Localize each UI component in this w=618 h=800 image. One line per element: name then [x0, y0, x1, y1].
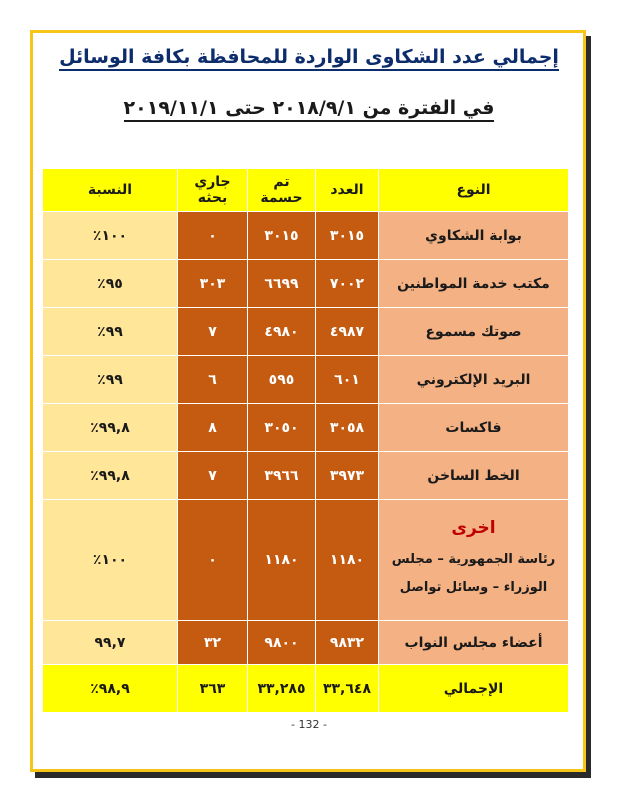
table-row: [43, 308, 569, 356]
total-count: ٣٣,٦٤٨: [316, 665, 379, 713]
header-count: العدد: [316, 169, 379, 212]
row-count: ٦٠١: [316, 356, 379, 404]
row-in-progress: ٠: [178, 212, 248, 260]
row-percent: ٩٩٪: [43, 356, 178, 404]
row-count: ٣٩٧٣: [316, 452, 379, 500]
row-resolved: ٤٩٨٠: [248, 308, 316, 356]
table-row: [43, 404, 569, 452]
header-type: النوع: [379, 169, 569, 212]
row-in-progress: ٣٢: [178, 621, 248, 665]
row-percent: ٩٩,٨٪: [43, 452, 178, 500]
row-in-progress: ٧: [178, 452, 248, 500]
header-in-progress: جاري بحثه: [178, 169, 248, 212]
header-percent: النسبة: [43, 169, 178, 212]
table-header-row: [43, 169, 569, 212]
row-resolved: ٣٩٦٦: [248, 452, 316, 500]
row-in-progress: ٣٠٣: [178, 260, 248, 308]
header-resolved: تم حسمة: [248, 169, 316, 212]
period-subtitle-text: في الفترة من ٢٠١٨/٩/١ حتى ٢٠١٩/١١/١: [124, 97, 495, 122]
row-count: ٤٩٨٧: [316, 308, 379, 356]
page-title: [0, 46, 618, 68]
row-percent: ٩٩٪: [43, 308, 178, 356]
row-type: صوتك مسموع: [379, 308, 569, 356]
row-in-progress: ٧: [178, 308, 248, 356]
row-type: بوابة الشكاوي: [379, 212, 569, 260]
row-resolved: ٥٩٥: [248, 356, 316, 404]
table-row: [43, 452, 569, 500]
total-row: [43, 665, 569, 713]
row-resolved: ١١٨٠: [248, 500, 316, 621]
other-heading: اخرى: [451, 518, 496, 538]
table-row: [43, 356, 569, 404]
row-count: ٧٠٠٢: [316, 260, 379, 308]
row-percent: ٩٩,٧: [43, 621, 178, 665]
row-count: ٣٠٥٨: [316, 404, 379, 452]
total-type: الإجمالي: [379, 665, 569, 713]
row-percent: ١٠٠٪: [43, 500, 178, 621]
row-type: مكتب خدمة المواطنين: [379, 260, 569, 308]
other-description: رئاسة الجمهورية – مجلس الوزراء – وسائل تواصل: [391, 552, 556, 595]
row-type: فاكسات: [379, 404, 569, 452]
row-in-progress: ٠: [178, 500, 248, 621]
page-title-text: إجمالي عدد الشكاوى الواردة للمحافظة بكافة الوسائل: [59, 46, 559, 71]
table-row: [43, 212, 569, 260]
table-row: [43, 500, 569, 621]
row-in-progress: ٦: [178, 356, 248, 404]
row-type: الخط الساخن: [379, 452, 569, 500]
row-count: ٩٨٣٢: [316, 621, 379, 665]
row-in-progress: ٨: [178, 404, 248, 452]
row-type-other: [379, 500, 569, 621]
page-number: - 132 -: [291, 718, 327, 731]
row-type: البريد الإلكتروني: [379, 356, 569, 404]
row-count: ١١٨٠: [316, 500, 379, 621]
total-percent: ٩٨,٩٪: [43, 665, 178, 713]
total-resolved: ٣٣,٢٨٥: [248, 665, 316, 713]
row-percent: ١٠٠٪: [43, 212, 178, 260]
row-resolved: ٣٠١٥: [248, 212, 316, 260]
row-resolved: ٩٨٠٠: [248, 621, 316, 665]
row-count: ٣٠١٥: [316, 212, 379, 260]
row-percent: ٩٩,٨٪: [43, 404, 178, 452]
complaints-table: [42, 168, 569, 713]
table-row: [43, 621, 569, 665]
row-percent: ٩٥٪: [43, 260, 178, 308]
row-resolved: ٦٦٩٩: [248, 260, 316, 308]
period-subtitle: [0, 97, 618, 119]
row-type: أعضاء مجلس النواب: [379, 621, 569, 665]
total-in-progress: ٣٦٣: [178, 665, 248, 713]
row-resolved: ٣٠٥٠: [248, 404, 316, 452]
table-row: [43, 260, 569, 308]
